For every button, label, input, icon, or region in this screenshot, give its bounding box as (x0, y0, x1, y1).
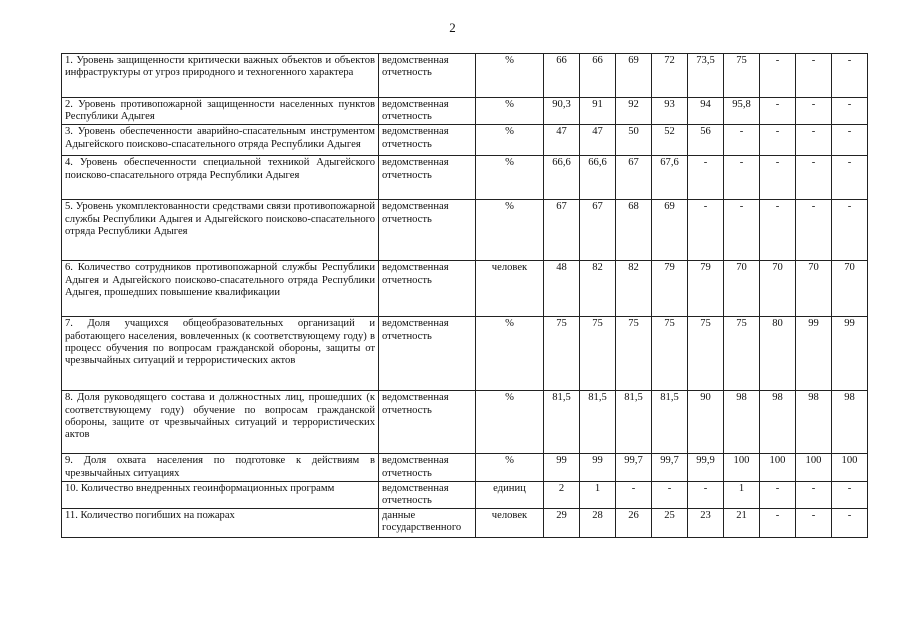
value-cell: 66,6 (580, 156, 616, 200)
indicator-name-cell: 6. Количество сотрудников противопожарной службы Республики Адыгея и Адыгейского поисково-спасательного отряда Республики Адыгея, прошедших повышение квалификации (62, 261, 379, 317)
value-cell: - (796, 125, 832, 156)
unit-cell: % (476, 454, 544, 481)
value-cell: 82 (616, 261, 652, 317)
value-cell: - (724, 200, 760, 261)
value-cell: - (796, 156, 832, 200)
table-row (62, 125, 868, 156)
value-cell: - (832, 481, 868, 508)
indicator-name-cell: 5. Уровень укомплектованности средствами связи противопожарной службы Республики Адыгея и Адыгейского поисково-спасательного отряда Республики Адыгея (62, 200, 379, 261)
table-row (62, 156, 868, 200)
unit-cell: человек (476, 509, 544, 538)
source-cell: ведомственная отчетность (379, 200, 476, 261)
value-cell: 91 (580, 98, 616, 125)
value-cell: 29 (544, 509, 580, 538)
table-row (62, 454, 868, 481)
value-cell: 56 (688, 125, 724, 156)
value-cell: 73,5 (688, 54, 724, 98)
value-cell: 100 (724, 454, 760, 481)
indicator-name-cell: 9. Доля охвата населения по подготовке к действиям в чрезвычайных ситуациях (62, 454, 379, 481)
value-cell: 67,6 (652, 156, 688, 200)
value-cell: 67 (544, 200, 580, 261)
value-cell: 70 (796, 261, 832, 317)
value-cell: 81,5 (652, 391, 688, 454)
indicator-name-cell: 3. Уровень обеспеченности аварийно-спасательным инструментом Адыгейского поисково-спасательного отряда Республики Адыгея (62, 125, 379, 156)
value-cell: 81,5 (580, 391, 616, 454)
value-cell: 75 (544, 317, 580, 391)
value-cell: - (616, 481, 652, 508)
value-cell: - (688, 200, 724, 261)
value-cell: 82 (580, 261, 616, 317)
value-cell: 99 (544, 454, 580, 481)
value-cell: 75 (688, 317, 724, 391)
value-cell: 80 (760, 317, 796, 391)
value-cell: 47 (544, 125, 580, 156)
table-row (62, 317, 868, 391)
unit-cell: % (476, 54, 544, 98)
indicator-name-cell: 10. Количество внедренных геоинформационных программ (62, 481, 379, 508)
value-cell: 75 (724, 317, 760, 391)
value-cell: 81,5 (544, 391, 580, 454)
value-cell: 98 (760, 391, 796, 454)
indicator-name-cell: 7. Доля учащихся общеобразовательных организаций и работающего населения, вовлеченных (к соответствующему году) в процесс обучения по вопросам гражданской обороны, защиты от чрезвычайных ситуаций и террористических актов (62, 317, 379, 391)
unit-cell: % (476, 98, 544, 125)
value-cell: 90 (688, 391, 724, 454)
source-cell: данные государственного (379, 509, 476, 538)
indicator-name-cell: 4. Уровень обеспеченности специальной техникой Адыгейского поисково-спасательного отряда Республики Адыгея (62, 156, 379, 200)
table-row (62, 54, 868, 98)
source-cell: ведомственная отчетность (379, 54, 476, 98)
value-cell: 94 (688, 98, 724, 125)
value-cell: - (760, 481, 796, 508)
table-row (62, 391, 868, 454)
table-row (62, 509, 868, 538)
value-cell: 75 (616, 317, 652, 391)
value-cell: - (796, 509, 832, 538)
value-cell: 1 (724, 481, 760, 508)
value-cell: - (832, 509, 868, 538)
source-cell: ведомственная отчетность (379, 156, 476, 200)
value-cell: 99,7 (652, 454, 688, 481)
source-cell: ведомственная отчетность (379, 125, 476, 156)
value-cell: 100 (760, 454, 796, 481)
value-cell: 68 (616, 200, 652, 261)
table-row (62, 98, 868, 125)
unit-cell: % (476, 317, 544, 391)
value-cell: - (760, 509, 796, 538)
value-cell: 48 (544, 261, 580, 317)
value-cell: 66,6 (544, 156, 580, 200)
value-cell: 67 (580, 200, 616, 261)
value-cell: 52 (652, 125, 688, 156)
value-cell: - (832, 98, 868, 125)
value-cell: 99,9 (688, 454, 724, 481)
value-cell: 100 (832, 454, 868, 481)
value-cell: 99 (796, 317, 832, 391)
unit-cell: % (476, 391, 544, 454)
indicator-name-cell: 8. Доля руководящего состава и должностных лиц, прошедших (к соответствующему году) обучение по вопросам гражданской обороны, защите от чрезвычайных ситуаций и террористических актов (62, 391, 379, 454)
value-cell: 75 (580, 317, 616, 391)
indicator-name-cell: 11. Количество погибших на пожарах (62, 509, 379, 538)
value-cell: - (688, 481, 724, 508)
value-cell: 47 (580, 125, 616, 156)
value-cell: 69 (616, 54, 652, 98)
value-cell: 90,3 (544, 98, 580, 125)
value-cell: - (760, 156, 796, 200)
source-cell: ведомственная отчетность (379, 98, 476, 125)
source-cell: ведомственная отчетность (379, 261, 476, 317)
value-cell: 66 (544, 54, 580, 98)
unit-cell: единиц (476, 481, 544, 508)
value-cell: - (652, 481, 688, 508)
source-cell: ведомственная отчетность (379, 391, 476, 454)
value-cell: - (796, 98, 832, 125)
table-body (62, 54, 868, 538)
table-row (62, 261, 868, 317)
table-row (62, 481, 868, 508)
indicators-table (61, 53, 868, 538)
value-cell: - (760, 200, 796, 261)
value-cell: 99 (580, 454, 616, 481)
value-cell: 99 (832, 317, 868, 391)
value-cell: 23 (688, 509, 724, 538)
unit-cell: % (476, 200, 544, 261)
value-cell: - (760, 125, 796, 156)
indicator-name-cell: 1. Уровень защищенности критически важных объектов и объектов инфраструктуры от угроз природного и техногенного характера (62, 54, 379, 98)
value-cell: - (688, 156, 724, 200)
value-cell: 100 (796, 454, 832, 481)
unit-cell: человек (476, 261, 544, 317)
value-cell: 2 (544, 481, 580, 508)
value-cell: - (832, 156, 868, 200)
source-cell: ведомственная отчетность (379, 454, 476, 481)
value-cell: 66 (580, 54, 616, 98)
value-cell: 26 (616, 509, 652, 538)
value-cell: 81,5 (616, 391, 652, 454)
value-cell: 98 (832, 391, 868, 454)
value-cell: 70 (724, 261, 760, 317)
page-number: 2 (449, 20, 456, 35)
indicator-name-cell: 2. Уровень противопожарной защищенности населенных пунктов Республики Адыгея (62, 98, 379, 125)
value-cell: 1 (580, 481, 616, 508)
unit-cell: % (476, 125, 544, 156)
value-cell: - (796, 54, 832, 98)
value-cell: 21 (724, 509, 760, 538)
value-cell: - (796, 481, 832, 508)
value-cell: 99,7 (616, 454, 652, 481)
value-cell: 98 (724, 391, 760, 454)
value-cell: - (760, 98, 796, 125)
value-cell: 98 (796, 391, 832, 454)
value-cell: 28 (580, 509, 616, 538)
value-cell: 70 (760, 261, 796, 317)
value-cell: 79 (688, 261, 724, 317)
value-cell: - (832, 125, 868, 156)
value-cell: - (724, 125, 760, 156)
value-cell: 75 (724, 54, 760, 98)
value-cell: 75 (652, 317, 688, 391)
value-cell: 25 (652, 509, 688, 538)
value-cell: 93 (652, 98, 688, 125)
value-cell: - (832, 54, 868, 98)
value-cell: 50 (616, 125, 652, 156)
value-cell: 70 (832, 261, 868, 317)
value-cell: 92 (616, 98, 652, 125)
value-cell: - (796, 200, 832, 261)
value-cell: 69 (652, 200, 688, 261)
value-cell: - (724, 156, 760, 200)
value-cell: 95,8 (724, 98, 760, 125)
value-cell: 72 (652, 54, 688, 98)
source-cell: ведомственная отчетность (379, 317, 476, 391)
value-cell: - (760, 54, 796, 98)
table-row (62, 200, 868, 261)
value-cell: 79 (652, 261, 688, 317)
value-cell: 67 (616, 156, 652, 200)
unit-cell: % (476, 156, 544, 200)
value-cell: - (832, 200, 868, 261)
source-cell: ведомственная отчетность (379, 481, 476, 508)
